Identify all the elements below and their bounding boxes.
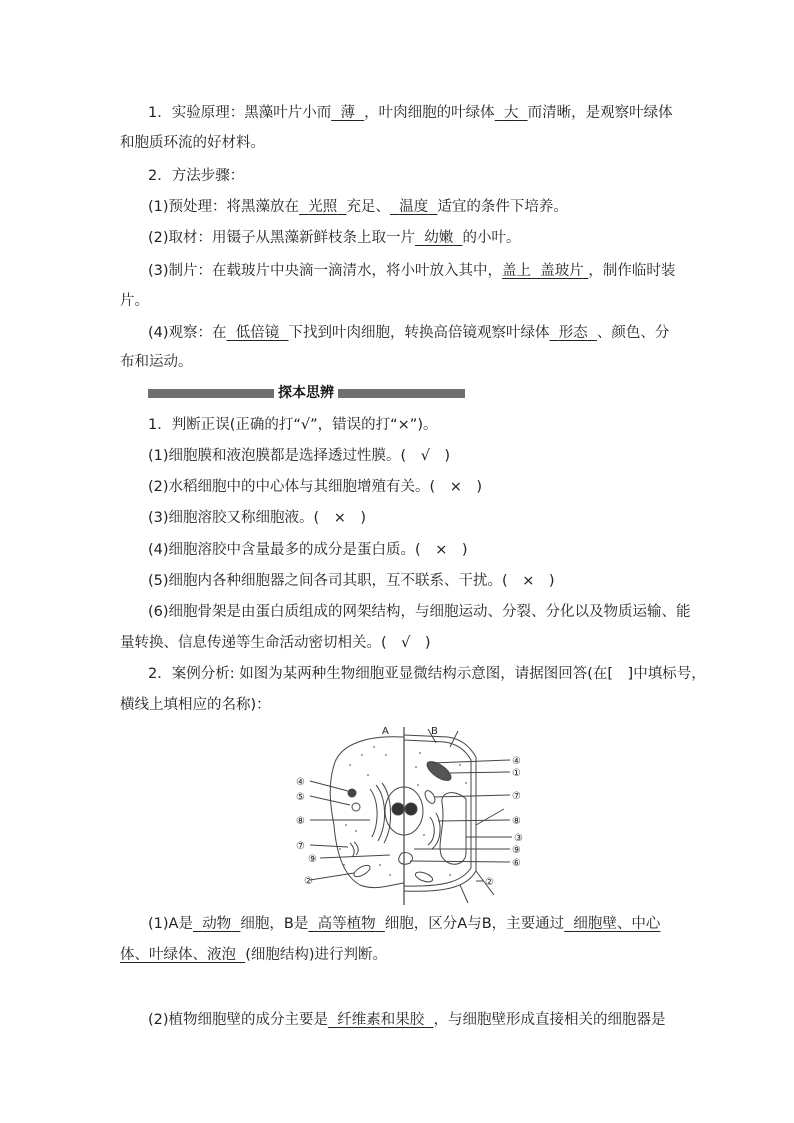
principle-line-2: 和胞质环流的好材料。	[120, 135, 265, 151]
leader-line	[434, 795, 510, 797]
judge-item-1: (1)细胞膜和液泡膜都是选择透过性膜。( √ )	[148, 448, 451, 464]
step-observe-1: (4)观察：在 低倍镜 下找到叶肉细胞，转换高倍镜观察叶绿体 形态 、颜色、分	[148, 325, 670, 341]
nucleolus-left	[392, 803, 404, 815]
judge-item-2: (2)水稻细胞中的中心体与其细胞增殖有关。( × )	[148, 479, 483, 495]
answer-blank: 薄	[340, 105, 355, 121]
mitochondrion-right	[414, 870, 434, 884]
leader-line	[410, 861, 510, 862]
answer-blank: 幼嫩	[424, 230, 454, 246]
label-a: A	[382, 726, 389, 737]
answer-blank: 低倍镜	[235, 325, 280, 341]
fig-label-right: ③	[514, 833, 523, 844]
fig-label-right: ⑧	[512, 816, 521, 827]
step-slide-2: 片。	[120, 293, 149, 309]
answer-blank: 动物	[202, 916, 232, 932]
method-heading: 2．方法步骤：	[148, 168, 245, 184]
answer-2-line-1: (2)植物细胞壁的成分主要是 纤维素和果胶 ，与细胞壁形成直接相关的细胞器是	[148, 1012, 666, 1028]
banner-title: 探本思辨	[274, 385, 338, 402]
er-left	[370, 783, 391, 843]
answer-blank: 纤维素和果胶	[337, 1012, 425, 1028]
cell-structure-diagram	[290, 725, 532, 905]
answer-blank: 盖上 盖玻片	[502, 263, 584, 279]
fig-label-left: ⑧	[296, 816, 305, 827]
golgi-left	[350, 842, 358, 857]
nucleolus-right	[405, 803, 417, 815]
centrosome	[348, 789, 356, 797]
mitochondrion-left	[352, 863, 372, 879]
label-b: B	[431, 726, 438, 737]
lysosome	[352, 803, 360, 811]
step-sample: (2)取材：用镊子从黑藻新鲜枝条上取一片 幼嫩 的小叶。	[148, 230, 521, 246]
fig-label-left: ⑨	[308, 854, 317, 865]
leader-line	[438, 820, 510, 821]
answer-blank: 大	[503, 105, 519, 121]
fig-label-right: ⑨	[512, 845, 521, 856]
leader-line	[310, 845, 348, 847]
answer-blank: 高等植物	[317, 916, 376, 932]
banner-bar-right	[338, 389, 465, 398]
leader-line	[320, 855, 390, 858]
fig-label-left: ④	[296, 777, 305, 788]
fig-label-left: ⑦	[296, 841, 305, 852]
leader-line	[310, 796, 350, 805]
answer-blank: 光照	[308, 199, 338, 215]
case-intro-line-1: 2．案例分析: 如图为某两种生物细胞亚显微结构示意图，请据图回答(在[ ]中填标号，	[148, 666, 706, 682]
vacuole	[440, 793, 466, 865]
leader-line	[450, 772, 510, 773]
answer-blank: 体、叶绿体、液泡	[120, 947, 236, 963]
fig-label-right: ⑥	[512, 858, 521, 869]
step-pretreat: (1)预处理：将黑藻放在 光照 充足、 温度 适宜的条件下培养。	[148, 199, 568, 215]
leader-line	[310, 873, 354, 880]
fig-label-right: ④	[512, 756, 521, 767]
answer-blank: 细胞壁、中心	[573, 916, 661, 932]
answer-blank: 形态	[558, 325, 588, 341]
judge-intro: 1．判断正误(正确的打“√”，错误的打“×”)。	[148, 417, 438, 433]
step-observe-2: 布和运动。	[120, 354, 193, 370]
judge-item-6-line-1: (6)细胞骨架是由蛋白质组成的网架结构，与细胞运动、分裂、分化以及物质运输、能	[148, 604, 691, 620]
judge-item-6-line-2: 量转换、信息传递等生命活动密切相关。( √ )	[120, 635, 431, 651]
leader-line	[310, 781, 348, 791]
er-right	[428, 813, 440, 849]
fig-label-right: ①	[512, 768, 521, 779]
principle-line-1: 1．实验原理：黑藻叶片小而 薄 ，叶肉细胞的叶绿体 大 而清晰，是观察叶绿体	[148, 105, 673, 121]
answer-1-line-1: (1)A是 动物 细胞，B是 高等植物 细胞，区分A与B，主要通过 细胞壁、中心	[148, 916, 661, 932]
case-intro-line-2: 横线上填相应的名称)：	[120, 697, 271, 713]
step-slide-1: (3)制片：在载玻片中央滴一滴清水，将小叶放入其中，盖上 盖玻片 ，制作临时装	[148, 263, 676, 279]
fig-label-left: ⑤	[296, 792, 305, 803]
judge-item-3: (3)细胞溶胶又称细胞液。( × )	[148, 510, 367, 526]
golgi-center	[399, 853, 413, 865]
fig-label-right: ⑦	[512, 791, 521, 802]
answer-1-line-2: 体、叶绿体、液泡 (细胞结构)进行判断。	[120, 947, 388, 963]
judge-item-5: (5)细胞内各种细胞器之间各司其职，互不联系、干扰。( × )	[148, 573, 555, 589]
fig-label-left: ②	[304, 876, 313, 887]
section-banner	[148, 385, 465, 402]
banner-bar-left	[148, 389, 274, 398]
fig-label-right: ②	[485, 877, 494, 888]
answer-blank: 温度	[399, 199, 429, 215]
judge-item-4: (4)细胞溶胶中含量最多的成分是蛋白质。( × )	[148, 542, 468, 558]
